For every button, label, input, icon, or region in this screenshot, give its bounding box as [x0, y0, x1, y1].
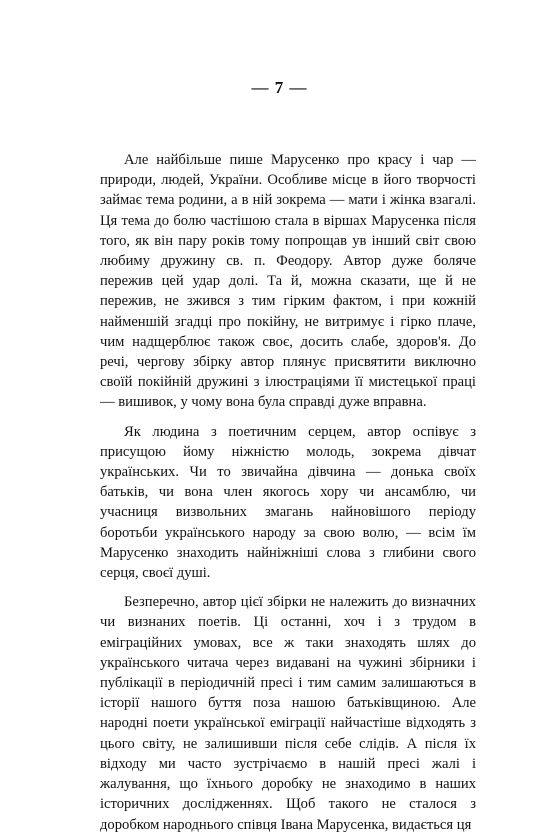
paragraph-1: Але найбільше пише Марусенко про красу і чар — природи, людей, України. Особливе місце в його творчості займає тема родини, а в ній зокрема — мати і жінка взагалі. Ця тема до болю частішою стала в віршах Марусенка після того, як він пару років тому попрощав ув інший світ свою любиму дружину св. п. Феодору. Автор дуже боляче пережив цей удар долі. Та й, можна сказати, ще й не пережив, не зжився з тим гірким фактом, і при кожній найменшій згадці про покійну, не витримує і гірко плаче, чим надщерблює також своє, досить слабе, здоров'я. До речі, чергову збірку автор плянує присвятити виключно своїй покійній дружині з ілюстраціями її мистецької праці — вишивок, у чому вона була справді дуже вправна.	[100, 152, 476, 411]
body-text	[100, 150, 476, 835]
paragraph-2: Як людина з поетичним серцем, автор оспівує з присущою йому ніжністю молодь, зокрема дівчат українських. Чи то звичайна дівчина — донька своїх батьків, чи вона член якогось хору чи ансамблю, чи учасниця визвольних змагань найновішого періоду боротьби українського народу за свою волю, — всім їм Марусенко знаходить найніжніші слова з глибини свого серця, своєї душі.	[100, 423, 476, 582]
page-number: — 7 —	[251, 78, 308, 97]
paragraph-3: Безперечно, автор цієї збірки не належить до визначних чи визнаних поетів. Ці останні, хоч і з трудом в еміграційних умовах, все ж таки знаходять шлях до українського читача через видавані на чужині збірники і публікації в періодичній пресі і тим самим залишаються в історії нашого буття поза нашою батьківщиною. Але народні поети української еміграції найчастіше відходять з цього світу, не залишивши після себе слідів. А після їх відходу ми часто зустрічаємо в нашій пресі жалі і жалування, що їхнього доробку не знаходимо в наших історичних дослідженнях. Щоб такого не сталося з доробком народнього співця Івана Марусенка, видається ця	[100, 594, 476, 833]
